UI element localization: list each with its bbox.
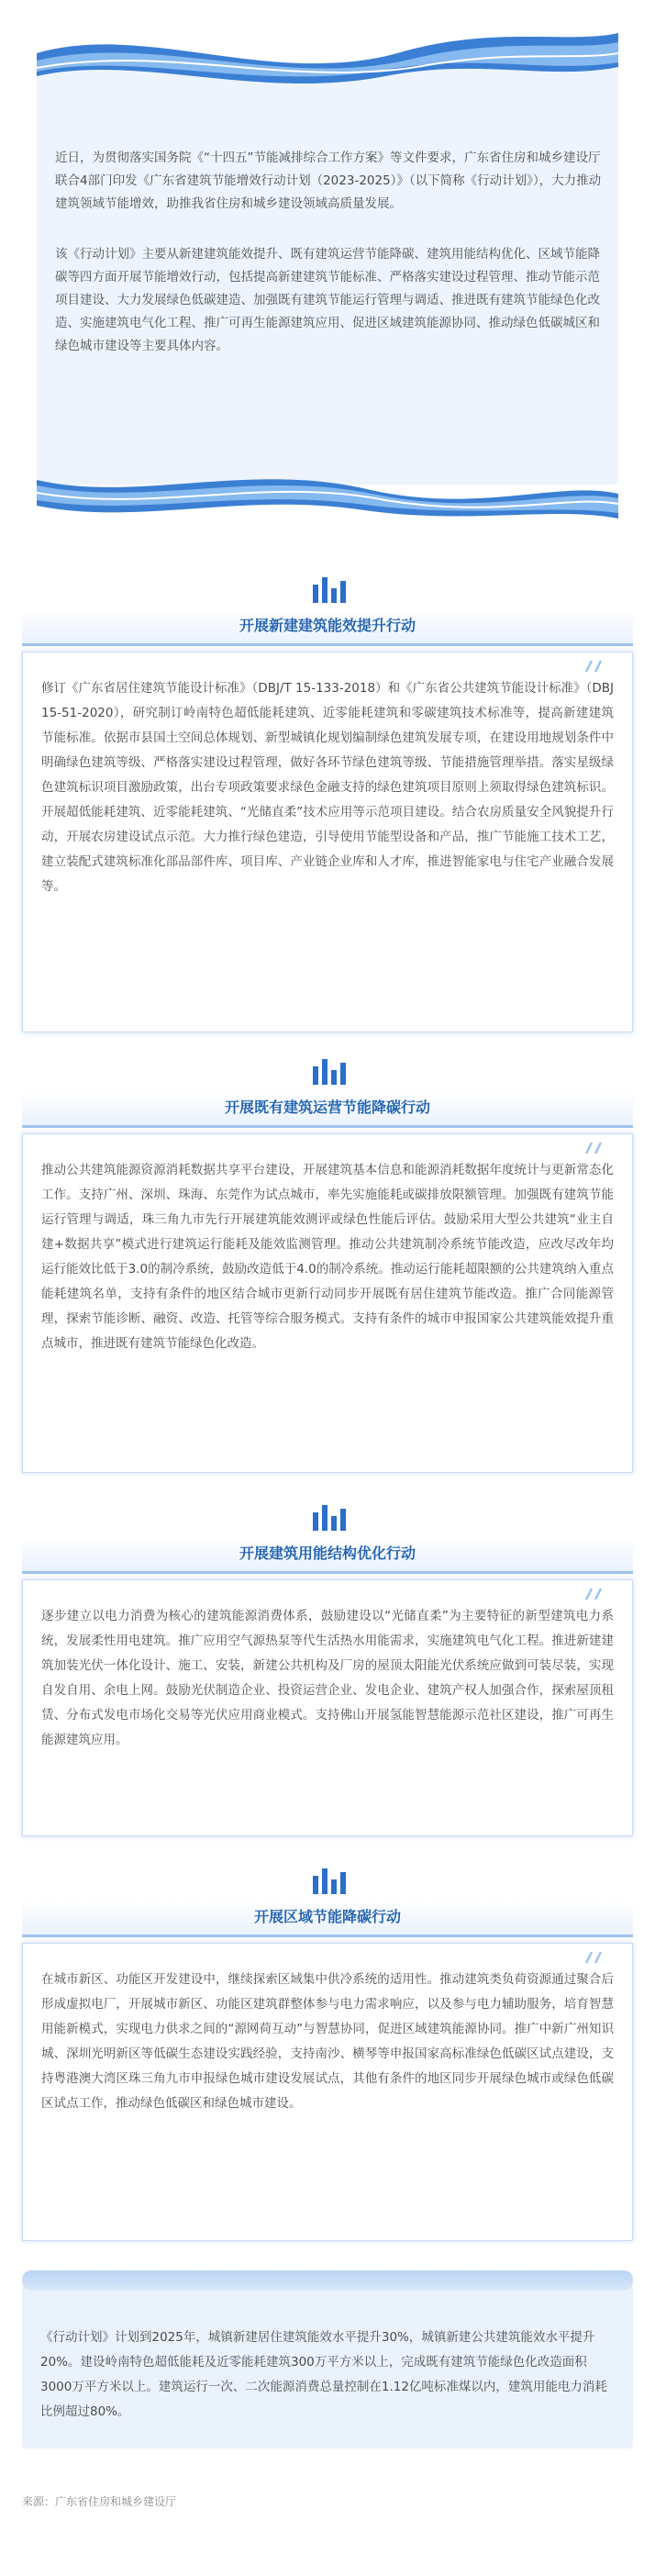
section-box-2 — [22, 1133, 633, 1473]
intro-paragraph-2: 该《行动计划》主要从新建建筑能效提升、既有建筑运营节能降碳、建筑用能结构优化、区域节能降碳等四方面开展节能增效行动，包括提高新建建筑节能标准、严格落实建设过程管理、推动节能示范项目建设、大力发展绿色低碳建造、加强既有建筑节能运行管理与调适、推进既有建筑节能绿色化改造、实施建筑电气化工程、推广可再生能源建筑应用、促进区域建筑能源协同、推动绿色低碳城区和绿色城市建设等主要具体内容。 — [55, 247, 600, 353]
section-heading-2 — [22, 1090, 633, 1128]
double-slash-icon — [584, 1142, 605, 1154]
bar-chart-icon — [311, 1501, 348, 1531]
section-heading-3 — [22, 1536, 633, 1574]
section-box-1 — [22, 652, 633, 1032]
section-heading-4 — [22, 1900, 633, 1937]
section-body: 逐步建立以电力消费为核心的建筑能源消费体系，鼓励建设以“光储直柔”为主要特征的新型建筑电力系统，发展柔性用电建筑。推广应用空气源热泵等代生活热水用能需求，实施建筑电气化工程。推进新建建筑加装光伏一体化设计、施工、安装，新建公共机构及厂房的屋顶太阳能光伏系统应做到可装尽装，实现自发自用、余电上网。鼓励光伏制造企业、投资运营企业、发电企业、建筑产权人加强合作，探索屋顶租赁、分布式发电市场化交易等光伏应用商业模式。支持佛山开展氢能智慧能源示范社区建设，推广可再生能源建筑应用。 — [41, 1609, 614, 1747]
intro-card — [37, 62, 618, 485]
intro-paragraph-1: 近日，为贯彻落实国务院《“十四五”节能减排综合工作方案》等文件要求，广东省住房和城乡建设厅联合4部门印发《广东省建筑节能增效行动计划（2023-2025）》（以下简称《行动计划》），大力推动建筑领域节能增效，助推我省住房和城乡建设领域高质量发展。 — [55, 151, 602, 211]
summary-header-bar — [22, 2270, 633, 2291]
summary-text: 《行动计划》计划到2025年，城镇新建居住建筑能效水平提升30%，城镇新建公共建筑能效水平提升20%。建设岭南特色超低能耗及近零能耗建筑300万平方米以上，完成既有建筑节能绿色化改造面积3000万平方米以上。建筑运行一次、二次能源消费总量控制在1.12亿吨标准煤以内，建筑用能电力消耗比例超过80%。 — [40, 2330, 607, 2419]
source-note: 来源：广东省住房和城乡建设厅 — [22, 2495, 177, 2508]
bar-chart-icon — [311, 574, 348, 603]
summary-panel — [22, 2285, 633, 2448]
bar-chart-icon — [311, 1055, 348, 1085]
section-body: 在城市新区、功能区开发建设中，继续探索区域集中供冷系统的适用性。推动建筑类负荷资源通过聚合后形成虚拟电厂，开展城市新区、功能区建筑群整体参与电力需求响应，以及参与电力辅助服务，培育智慧用能新模式，实现电力供求之间的“源网荷互动”与智慧协同，促进区域建筑能源协同。推广中新广州知识城、深圳光明新区等低碳生态建设实践经验，支持南沙、横琴等申报国家高标准绿色低碳区试点建设，支持粤港澳大湾区珠三角九市申报绿色城市建设发展试点，其他有条件的地区同步开展绿色城市或绿色低碳区试点工作，推动绿色低碳区和绿色城市建设。 — [41, 1972, 614, 2111]
section-body: 修订《广东省居住建筑节能设计标准》（DBJ/T 15-133-2018）和《广东省公共建筑节能设计标准》（DBJ 15-51-2020），研究制订岭南特色超低能耗建筑、近零能耗建筑和零碳建筑技术标准等，提高新建建筑节能标准。依据市县国土空间总体规划、新型城镇化规划编制绿色建筑发展专项，在建设用地规划条件中明确绿色建筑等级、严格落实建设过程管理，做好各环节绿色建筑等级、节能措施管理举措。落实星级绿色建筑标识项目激励政策，出台专项政策要求绿色金融支持的绿色建筑项目原则上须取得绿色建筑标识。开展超低能耗建筑、近零能耗建筑、“光储直柔”技术应用等示范项目建设。结合农房质量安全风貌提升行动，开展农房建设试点示范。大力推行绿色建造，引导使用节能型设备和产品，推广节能施工技术工艺，建立装配式建筑标准化部品部件库、项目库、产业链企业库和人才库，推进智能家电与住宅产业融合发展等。 — [41, 681, 614, 894]
section-title: 开展区域节能降碳行动 — [253, 1908, 401, 1925]
section-box-4 — [22, 1943, 633, 2241]
intro-block — [37, 26, 618, 526]
double-slash-icon — [584, 1951, 605, 1964]
section-title: 开展既有建筑运营节能降碳行动 — [224, 1098, 430, 1116]
section-title: 开展建筑用能结构优化行动 — [239, 1544, 416, 1562]
wave-banner-top — [37, 26, 618, 90]
double-slash-icon — [584, 660, 605, 673]
double-slash-icon — [584, 1588, 605, 1600]
bar-chart-icon — [311, 1865, 348, 1894]
section-heading-1 — [22, 608, 633, 646]
wave-banner-bottom — [37, 462, 618, 526]
section-box-3 — [22, 1579, 633, 1836]
section-body: 推动公共建筑能源资源消耗数据共享平台建设，开展建筑基本信息和能源消耗数据年度统计与更新常态化工作。支持广州、深圳、珠海、东莞作为试点城市，率先实施能耗或碳排放限额管理。加强既有建筑节能运行管理与调适，珠三角九市先行开展建筑能效测评或绿色性能后评估。鼓励采用大型公共建筑“业主自建+数据共享”模式进行建筑运行能耗及能效监测管理。推动公共建筑制冷系统节能改造，应改尽改年均运行能效比低于3.0的制冷系统，鼓励改造低于4.0的制冷系统。推动运行能耗超限额的公共建筑纳入重点能耗建筑名单，支持有条件的地区结合城市更新行动同步开展既有居住建筑节能改造。推广合同能源管理，探索节能诊断、融资、改造、托管等综合服务模式。支持有条件的城市申报国家公共建筑能效提升重点城市，推进既有建筑节能绿色化改造。 — [41, 1163, 614, 1351]
section-title: 开展新建建筑能效提升行动 — [239, 617, 416, 634]
